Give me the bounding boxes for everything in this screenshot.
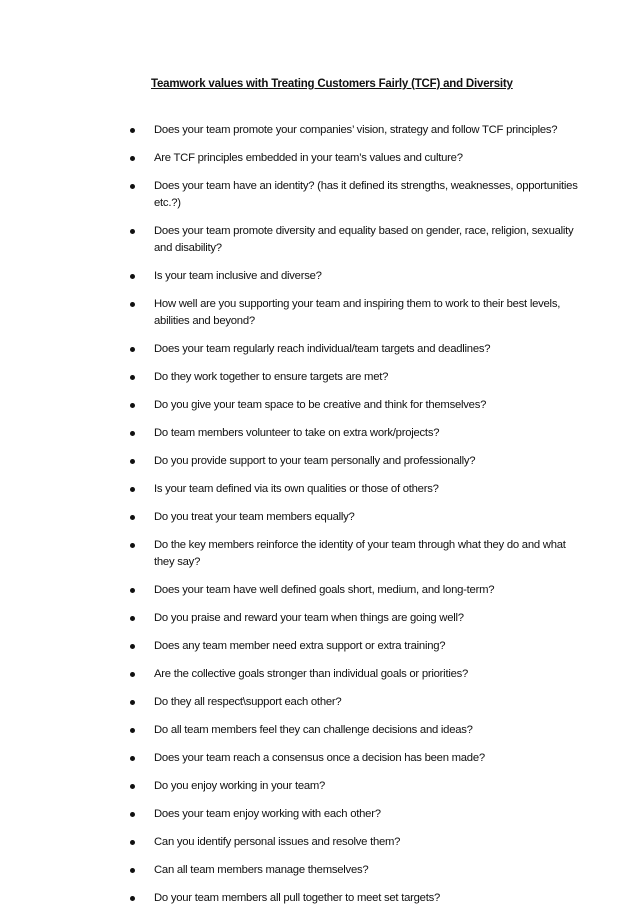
list-item-text: Do you provide support to your team personally and professionally? — [154, 455, 476, 467]
list-item — [0, 666, 638, 683]
list-item — [0, 425, 638, 442]
list-item — [0, 806, 638, 823]
bullet-icon — [130, 274, 135, 279]
bullet-icon — [130, 184, 135, 189]
bullet-icon — [130, 156, 135, 161]
bullet-icon — [130, 375, 135, 380]
list-item — [0, 638, 638, 655]
list-item-text: Do all team members feel they can challenge decisions and ideas? — [154, 724, 473, 736]
list-item — [0, 750, 638, 767]
list-item-text: Does your team reach a consensus once a decision has been made? — [154, 752, 485, 764]
list-item — [0, 890, 638, 907]
list-item — [0, 369, 638, 386]
list-item-text: Do you enjoy working in your team? — [154, 780, 326, 792]
list-item — [0, 862, 638, 879]
bullet-icon — [130, 403, 135, 408]
bullet-icon — [130, 302, 135, 307]
list-item — [0, 453, 638, 470]
list-item — [0, 610, 638, 627]
list-item-text: Are TCF principles embedded in your team’s values and culture? — [154, 152, 463, 164]
list-item-text: Is your team defined via its own qualities or those of others? — [154, 483, 439, 495]
bullet-icon — [130, 812, 135, 817]
list-item — [0, 509, 638, 526]
bullet-icon — [130, 487, 135, 492]
list-item — [0, 223, 638, 257]
list-item-text: Does any team member need extra support or extra training? — [154, 640, 446, 652]
bullet-icon — [130, 644, 135, 649]
bullet-icon — [130, 588, 135, 593]
list-item-text: Can all team members manage themselves? — [154, 864, 369, 876]
list-item-text: Do you treat your team members equally? — [154, 511, 355, 523]
list-item-text: Can you identify personal issues and resolve them? — [154, 836, 401, 848]
list-item — [0, 722, 638, 739]
list-item-text: Does your team promote your companies’ vision, strategy and follow TCF principles? — [154, 124, 558, 136]
list-item-text: Do the key members reinforce the identity of your team through what they do and what they say? — [154, 539, 566, 568]
list-item-text: Is your team inclusive and diverse? — [154, 270, 322, 282]
list-item-text: Do they work together to ensure targets are met? — [154, 371, 389, 383]
list-item — [0, 582, 638, 599]
bullet-icon — [130, 784, 135, 789]
bullet-icon — [130, 431, 135, 436]
list-item-text: Do you praise and reward your team when things are going well? — [154, 612, 464, 624]
list-item — [0, 537, 638, 571]
list-item-text: Do they all respect\support each other? — [154, 696, 342, 708]
bullet-icon — [130, 347, 135, 352]
bullet-icon — [130, 896, 135, 901]
list-item — [0, 481, 638, 498]
list-item — [0, 694, 638, 711]
list-item-text: Does your team enjoy working with each other? — [154, 808, 381, 820]
list-item — [0, 122, 638, 139]
list-item-text: Do team members volunteer to take on extra work/projects? — [154, 427, 440, 439]
list-item — [0, 150, 638, 167]
list-item-text: Do you give your team space to be creative and think for themselves? — [154, 399, 487, 411]
bullet-icon — [130, 616, 135, 621]
document-title: Teamwork values with Treating Customers Fairly (TCF) and Diversity — [151, 78, 513, 90]
bullet-icon — [130, 543, 135, 548]
bullet-icon — [130, 840, 135, 845]
list-item — [0, 341, 638, 358]
list-item — [0, 296, 638, 330]
list-item-text: Does your team have an identity? (has it defined its strengths, weaknesses, opportunities etc.?) — [154, 180, 578, 209]
list-item-text: Does your team regularly reach individual/team targets and deadlines? — [154, 343, 491, 355]
bullet-icon — [130, 756, 135, 761]
list-item-text: Are the collective goals stronger than individual goals or priorities? — [154, 668, 469, 680]
bullet-icon — [130, 229, 135, 234]
list-item-text: Does your team have well defined goals short, medium, and long-term? — [154, 584, 495, 596]
list-item-text: Does your team promote diversity and equality based on gender, race, religion, sexuality and disability? — [154, 225, 574, 254]
bullet-icon — [130, 672, 135, 677]
list-item — [0, 178, 638, 212]
bullet-icon — [130, 128, 135, 133]
list-item — [0, 834, 638, 851]
bullet-icon — [130, 515, 135, 520]
question-list — [0, 122, 638, 918]
list-item — [0, 268, 638, 285]
bullet-icon — [130, 459, 135, 464]
bullet-icon — [130, 700, 135, 705]
bullet-icon — [130, 728, 135, 733]
bullet-icon — [130, 868, 135, 873]
list-item — [0, 778, 638, 795]
list-item-text: How well are you supporting your team and inspiring them to work to their best levels, abilities and beyond? — [154, 298, 561, 327]
list-item — [0, 397, 638, 414]
list-item-text: Do your team members all pull together to meet set targets? — [154, 892, 441, 904]
